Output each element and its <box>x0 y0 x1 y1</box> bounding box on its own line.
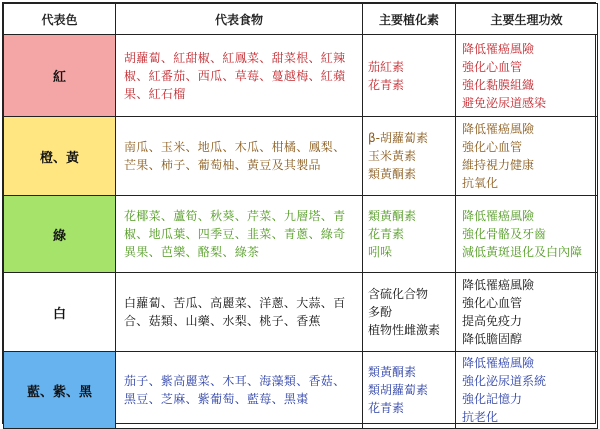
effect-cell <box>456 117 598 196</box>
effect-item: 避免泌尿道感染 <box>462 95 547 110</box>
effect-item: 強化心血管 <box>462 296 523 310</box>
table-row <box>4 35 598 117</box>
effect-item: 抗老化 <box>462 410 499 424</box>
header-effect: 主要生理功效 <box>456 4 598 35</box>
effect-cell <box>456 35 598 117</box>
phytochemical-item: 吲哚 <box>368 245 393 259</box>
effect-cell <box>456 196 598 273</box>
phytochemical-item: 花青素 <box>368 227 405 241</box>
effect-item: 減低黃斑退化及白內障 <box>462 245 583 259</box>
phytochemical-item: 茄紅素 <box>368 59 405 74</box>
effect-item: 提高免疫力 <box>462 314 523 328</box>
food-list-cell: 胡蘿蔔、紅甜椒、紅鳳菜、甜菜根、紅辣椒、紅番茄、西瓜、草莓、蔓越梅、紅蘋果、紅石榴 <box>116 35 363 117</box>
phytochemical-cell <box>363 117 456 196</box>
phytochemical-item: 含硫化合物 <box>368 287 429 301</box>
phytochemical-item: 類胡蘿蔔素 <box>368 383 429 397</box>
color-label-cell: 綠 <box>4 196 116 273</box>
phytochemical-cell <box>363 352 456 429</box>
phytochemical-item: 植物性雌激素 <box>368 323 441 337</box>
phytochemical-item: 花青素 <box>368 401 405 415</box>
color-label-cell: 藍、紫、黑 <box>4 352 116 429</box>
effect-item: 抗氧化 <box>462 176 499 190</box>
food-list-cell: 白蘿蔔、苦瓜、高麗菜、洋蔥、大蒜、百合、菇類、山藥、水梨、桃子、香蕉 <box>116 273 363 352</box>
effect-item: 降低罹癌風險 <box>462 356 535 370</box>
table-header-row <box>4 4 598 35</box>
table-body <box>4 35 598 429</box>
food-list-cell: 南瓜、玉米、地瓜、木瓜、柑橘、鳳梨、芒果、柿子、葡萄柚、黃豆及其製品 <box>116 117 363 196</box>
phytochemical-item: β-胡蘿蔔素 <box>368 131 428 145</box>
color-label-cell: 紅 <box>4 35 116 117</box>
phytochemical-cell <box>363 35 456 117</box>
phytochemical-item: 類黃酮素 <box>368 365 417 379</box>
phytochemical-cell <box>363 273 456 352</box>
phytochemical-item: 玉米黃素 <box>368 149 417 163</box>
nutrition-table-container <box>2 2 596 424</box>
effect-item: 強化心血管 <box>462 140 523 154</box>
food-list-cell: 花椰菜、蘆筍、秋葵、芹菜、九層塔、青椒、地瓜葉、四季豆、韭菜、青蔥、綠奇異果、芭樂、酪梨、綠茶 <box>116 196 363 273</box>
phytochemical-item: 類黃酮素 <box>368 167 417 181</box>
header-color: 代表色 <box>4 4 116 35</box>
phytochemical-item: 花青素 <box>368 77 405 92</box>
effect-cell <box>456 273 598 352</box>
effect-item: 強化記憶力 <box>462 392 523 406</box>
effect-item: 降低膽固醇 <box>462 332 523 346</box>
effect-cell <box>456 352 598 429</box>
header-food: 代表食物 <box>116 4 363 35</box>
effect-item: 維持視力健康 <box>462 158 535 172</box>
table-row <box>4 273 598 352</box>
effect-item: 降低罹癌風險 <box>462 209 535 223</box>
table-row <box>4 352 598 429</box>
effect-item: 強化心血管 <box>462 59 523 74</box>
phytochemical-cell <box>363 196 456 273</box>
table-row <box>4 117 598 196</box>
effect-item: 降低罹癌風險 <box>462 278 535 292</box>
effect-item: 強化黏膜組織 <box>462 77 535 92</box>
food-list-cell: 茄子、紫高麗菜、木耳、海藻類、香菇、黑豆、芝麻、紫葡萄、藍莓、黑棗 <box>116 352 363 429</box>
table-row <box>4 196 598 273</box>
phytochemical-item: 多酚 <box>368 305 393 319</box>
color-label-cell: 橙、黃 <box>4 117 116 196</box>
phytochemical-color-table <box>3 3 598 429</box>
header-phyto: 主要植化素 <box>363 4 456 35</box>
color-label-cell: 白 <box>4 273 116 352</box>
effect-item: 降低罹癌風險 <box>462 122 535 136</box>
effect-item: 降低罹癌風險 <box>462 41 535 56</box>
phytochemical-item: 類黃酮素 <box>368 209 417 223</box>
effect-item: 強化骨骼及牙齒 <box>462 227 547 241</box>
effect-item: 強化泌尿道系統 <box>462 374 547 388</box>
